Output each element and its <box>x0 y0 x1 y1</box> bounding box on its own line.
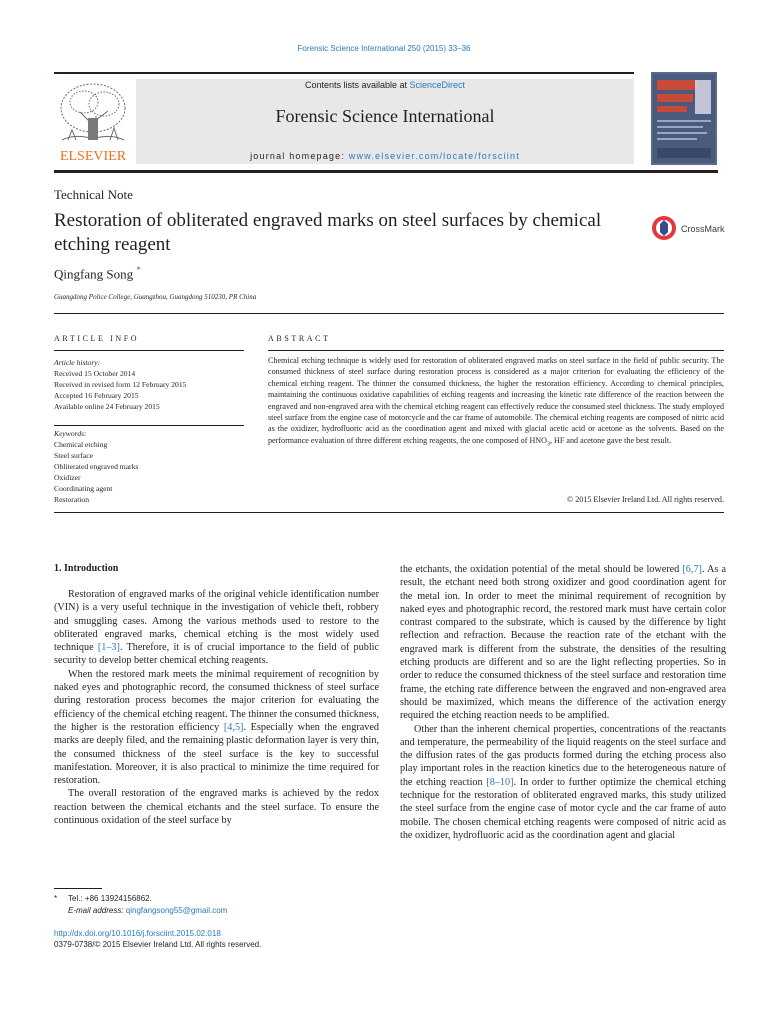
history-label: Article history: <box>54 358 101 367</box>
abstract-subscript: 3 <box>546 441 550 448</box>
abstract-divider <box>54 512 724 513</box>
history-item: Available online 24 February 2015 <box>54 402 160 411</box>
journal-homepage <box>136 151 634 161</box>
text-run: . Especially when the engraved marks are deeply filed, and the remaining plastic deformation layer is very thin, the consumed thickness of the steel surface is the key to successful manifestation. Moreover, it is also practical to minimize the time required for restoration. <box>54 721 379 787</box>
paragraph <box>400 723 726 843</box>
journal-cover-thumbnail[interactable] <box>651 72 717 165</box>
article-history <box>54 357 244 412</box>
body-column-left <box>54 588 379 827</box>
keywords-rule <box>54 425 244 426</box>
keywords-list <box>54 428 244 505</box>
tel-text: Tel.: +86 13924156862. <box>68 894 152 903</box>
elsevier-logo[interactable] <box>54 78 132 164</box>
footnote-rule <box>54 888 102 889</box>
journal-cover-image <box>651 72 717 165</box>
abstract-copyright: © 2015 Elsevier Ireland Ltd. All rights reserved. <box>567 495 724 504</box>
crossmark-button[interactable] <box>652 214 732 242</box>
footnote-mark: * <box>54 894 58 903</box>
crossmark-icon <box>652 214 732 242</box>
footnote-tel <box>54 893 227 905</box>
history-item: Received in revised form 12 February 2015 <box>54 380 187 389</box>
author-footnote <box>54 893 227 917</box>
footnote-email <box>54 905 227 917</box>
abstract-text <box>268 355 724 451</box>
homepage-prefix: journal homepage: <box>250 151 349 161</box>
paragraph <box>54 668 379 788</box>
text-run: . In order to further optimize the chemical etching technique for the restoration of obliterated engraved marks, this study utilized the steel surface from the engine case of motor cycle and the car frame of auto mobile. The chosen chemical etching reagents were composed of nitric acid as the oxidizer, hydrofluoric acid as the coordination agent and glacial <box>400 776 726 841</box>
elsevier-tree-icon <box>54 78 132 164</box>
text-run: . As a result, the etchant need both strong oxidizer and good coordination agent for the metal ion. In order to meet the minimal requirement of recognition by naked eyes and photographic record, the restored mark must have certain color contrast compared to the substrate, which is caused by the difference by light reflection and refraction. Because the reaction rate of the etchant with the engraved mark is different from the substrate, the densities of the resulting etching products are different and so are the light reflecting properties. So in order to reduce the consumed thickness of the steel surface and restoration time frame, the etching rate difference between the engraved and non-engraved area should be maximized, which means the difference of the activation energy required the etching reaction needs to be amplified. <box>400 564 727 722</box>
header-top-rule <box>54 72 634 74</box>
paragraph <box>400 563 726 723</box>
keywords-label: Keywords: <box>54 429 87 438</box>
text-run: Other than the inherent chemical properties, concentrations of the reactants and temperature, the permeability of the liquid reagents on the steel surface and the diffusion rates of the gas products formed during the etching process also play important roles in the reaction kinetics due to the heterogeneous nature of the etching reaction <box>400 723 726 788</box>
article-title: Restoration of obliterated engraved marks on steel surfaces by chemical etching reagent <box>54 210 602 255</box>
abstract-heading: ABSTRACT <box>268 334 331 343</box>
issn-line: 0379-0738/© 2015 Elsevier Ireland Ltd. All rights reserved. <box>54 940 262 949</box>
keyword-item: Coordinating agent <box>54 484 113 493</box>
citation-link[interactable]: [4,5] <box>223 721 244 733</box>
history-item: Received 15 October 2014 <box>54 369 136 378</box>
author-line <box>54 265 141 282</box>
keyword-item: Obliterated engraved marks <box>54 462 139 471</box>
text-run: When the restored mark meets the minimal requirement of recognition by naked eyes and photographic record, the consumed thickness of steel surface during restoration process becomes the major criterion for evaluating the efficiency of the chemical etching reagent. The thinner the consumed thickness, the higher is the restoration efficiency <box>54 668 379 733</box>
sciencedirect-link[interactable]: ScienceDirect <box>409 80 466 90</box>
keyword-item: Restoration <box>54 495 90 504</box>
citation-link[interactable]: [8–10] <box>486 776 514 788</box>
contents-prefix: Contents lists available at <box>304 80 410 90</box>
abstract-rule <box>268 350 724 351</box>
keyword-item: Steel surface <box>54 451 94 460</box>
author-footnote-link[interactable]: * <box>136 265 141 275</box>
citation-link[interactable]: [1–3] <box>97 642 120 654</box>
doi-block <box>54 928 261 950</box>
crossmark-label: CrossMark <box>681 224 725 234</box>
history-item: Accepted 16 February 2015 <box>54 391 139 400</box>
article-info-heading: ARTICLE INFO <box>54 334 140 343</box>
author-name: Qingfang Song <box>54 266 134 282</box>
keyword-item: Chemical etching <box>54 440 108 449</box>
article-info-rule <box>54 350 244 351</box>
title-divider <box>54 313 724 314</box>
homepage-link[interactable]: www.elsevier.com/locate/forsciint <box>348 151 520 161</box>
citation-link[interactable]: [6,7] <box>682 564 702 575</box>
text-run: . Therefore, it is of crucial importance to the field of public security to develop better chemical etching reagents. <box>54 642 380 667</box>
journal-name[interactable]: Forensic Science International <box>275 106 495 126</box>
paragraph <box>54 588 379 668</box>
journal-citation[interactable]: Forensic Science International 250 (2015) 33–36 <box>297 44 471 53</box>
paragraph: The overall restoration of the engraved marks is achieved by the redox reaction between the chemical etchants and the steel surface. To ensure the continuous oxidation of the steel surface by <box>54 788 379 827</box>
section-heading-introduction: 1. Introduction <box>54 563 119 574</box>
author-affiliation: Guangdong Police College, Guangzhou, Guangdong 510230, PR China <box>54 293 257 301</box>
email-link[interactable]: qingfangsong55@gmail.com <box>125 906 228 915</box>
text-run: Restoration of engraved marks of the original vehicle identification number (VIN) is a very useful technique in the investigation of vehicle theft, robbery and smuggling cases. Among the various methods used to restore to the obliterated engraved marks, chemical etching is the most widely used technique <box>54 589 379 654</box>
article-type: Technical Note <box>54 187 133 202</box>
contents-availability <box>136 80 634 90</box>
keyword-item: Oxidizer <box>54 473 81 482</box>
email-label: E-mail address: <box>68 906 126 915</box>
doi-link[interactable]: http://dx.doi.org/10.1016/j.forsciint.2015.02.018 <box>54 929 221 938</box>
body-column-right <box>400 563 726 842</box>
abstract-body-end: , HF and acetone gave the best result. <box>549 435 672 445</box>
abstract-body: Chemical etching technique is widely used for restoration of obliterated engraved marks on steel surface in the field of public security. The consumed thickness of steel surface during restoration process is considered as a major criterion for evaluating the efficiency of the chemical etching reagent. The thinner the consumed thickness, the higher the restoration efficiency. According to chemical principles, maintaining the continuous oxidative capabilities of etching reagents and increasing the kinetic rate difference of the reaction between the engraved and non-engraved area with the chemical etching reagent can effectively reduce the consumed steel thickness. The study employed steel surface from the engine case of motorcycle and the car frame of automobile. The chemical etching reagents are composed of nitric acid as the oxidizer, hydrofluoric acid as the coordination agent and mixed with glacial acetic acid or acetone as the solvents. Based on the performance evaluation of three different etching reagents, the one composed of HNO <box>268 356 724 445</box>
elsevier-wordmark: ELSEVIER <box>59 149 127 164</box>
header-bottom-rule <box>54 170 718 173</box>
text-run: the etchants, the oxidation potential of the metal should be lowered <box>400 564 683 575</box>
